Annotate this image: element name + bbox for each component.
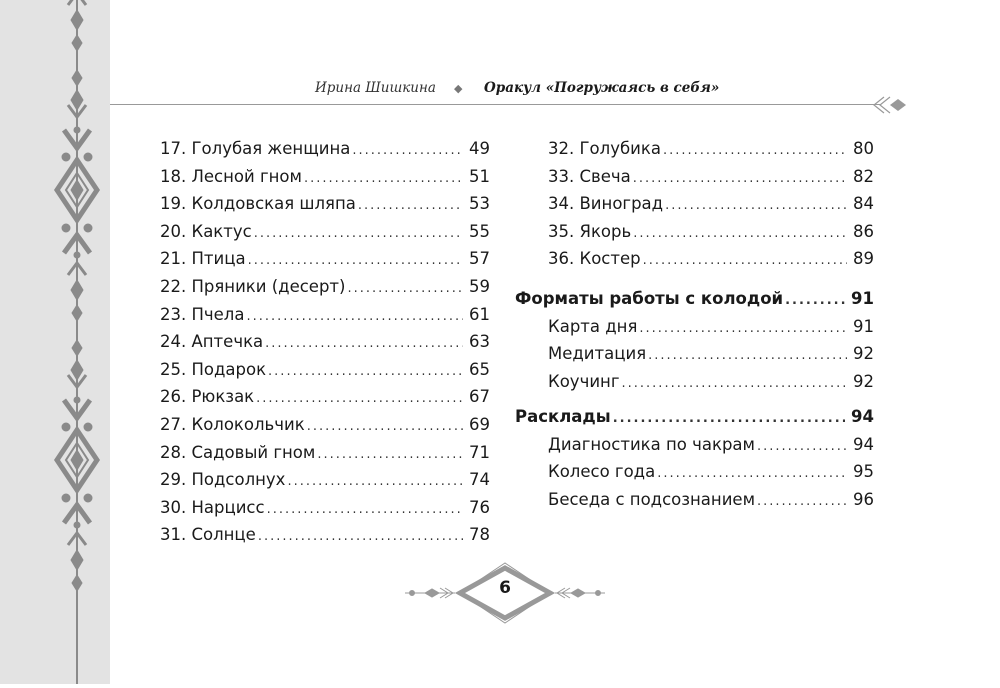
toc-entry-label: 34. Виноград — [548, 194, 664, 213]
dot-leader — [254, 220, 463, 248]
toc-entry-page: 67 — [469, 387, 490, 407]
toc-entry — [548, 486, 874, 516]
dot-leader — [622, 370, 847, 398]
toc-entry-label: Расклады — [515, 407, 611, 426]
ornament-icon — [0, 0, 110, 684]
toc-entry-label: 22. Пряники (десерт) — [160, 277, 346, 296]
toc-entry-label: 33. Свеча — [548, 166, 631, 186]
toc-entry — [160, 356, 490, 386]
toc-entry-label: Коучинг — [548, 371, 620, 391]
dot-leader — [665, 192, 847, 220]
toc-entry-label: 32. Голубика — [548, 139, 661, 158]
toc-entry — [548, 368, 874, 398]
toc-entry — [548, 163, 874, 193]
toc-entry-page: 55 — [469, 221, 490, 241]
dot-leader — [248, 247, 463, 275]
toc-entry — [160, 328, 490, 358]
toc-entry-label: 26. Рюкзак — [160, 387, 255, 407]
toc-entry — [548, 245, 874, 275]
toc-entry-page: 91 — [853, 316, 874, 336]
dot-leader — [613, 405, 845, 433]
toc-entry-page: 84 — [853, 194, 874, 213]
toc-entry-label: 24. Аптечка — [160, 332, 264, 352]
toc-entry-page: 76 — [469, 497, 490, 517]
dot-leader — [265, 330, 463, 358]
toc-entry-label: 20. Кактус — [160, 221, 252, 241]
toc-entry — [160, 190, 490, 220]
toc-entry-page: 95 — [853, 462, 874, 481]
toc-entry — [548, 313, 874, 343]
toc-entry-label: Карта дня — [548, 316, 638, 336]
toc-entry — [160, 273, 490, 303]
toc-entry-label: 17. Голубая женщина — [160, 139, 351, 158]
toc-entry-page: 94 — [853, 434, 874, 454]
toc-entry — [160, 439, 490, 469]
dot-leader — [663, 137, 847, 165]
author-name: Ирина Шишкина — [315, 80, 436, 96]
toc-entry — [160, 521, 490, 551]
toc-entry-page: 61 — [469, 304, 490, 324]
toc-entry-label: 29. Подсолнух — [160, 470, 286, 490]
dot-leader — [268, 358, 463, 386]
diamond-icon: ◆ — [454, 82, 463, 95]
toc-entry-page: 94 — [851, 407, 874, 426]
page-number: 6 — [499, 578, 511, 598]
toc-entry-page: 96 — [853, 489, 874, 509]
toc-entry-page: 53 — [469, 194, 490, 214]
running-header — [0, 78, 1000, 98]
toc-entry-label: 23. Пчела — [160, 304, 245, 324]
toc-entry-label: 19. Колдовская шляпа — [160, 194, 356, 214]
dot-leader — [633, 165, 847, 193]
toc-entry-page: 91 — [851, 289, 874, 308]
toc-entry-page: 82 — [853, 166, 874, 186]
arrow-ornament-icon — [870, 94, 912, 116]
toc-entry-label: 27. Колокольчик — [160, 415, 305, 434]
toc-entry — [548, 458, 874, 488]
toc-entry-page: 71 — [469, 442, 490, 462]
dot-leader — [267, 496, 463, 524]
toc-entry-label: 30. Нарцисс — [160, 497, 265, 517]
toc-entry — [160, 245, 490, 275]
dot-leader — [648, 342, 847, 370]
toc-entry-label: 21. Птица — [160, 249, 246, 269]
toc-entry — [548, 340, 874, 370]
dot-leader — [352, 137, 463, 165]
toc-entry-page: 51 — [469, 166, 490, 186]
dot-leader — [258, 523, 463, 551]
toc-entry — [160, 383, 490, 413]
toc-entry — [160, 135, 490, 165]
toc-entry-page: 92 — [853, 371, 874, 391]
dot-leader — [317, 441, 463, 469]
toc-entry-label: Диагностика по чакрам — [548, 434, 755, 454]
toc-entry-page: 80 — [853, 139, 874, 158]
dot-leader — [358, 192, 463, 220]
toc-entry-label: Медитация — [548, 344, 647, 363]
toc-entry — [160, 494, 490, 524]
dot-leader — [347, 275, 463, 303]
toc-entry — [160, 411, 490, 441]
toc-entry-label: 28. Садовый гном — [160, 442, 316, 462]
dot-leader — [287, 468, 463, 496]
toc-entry-page: 86 — [853, 221, 874, 241]
ornament-strip — [0, 0, 110, 684]
dot-leader — [304, 165, 463, 193]
toc-entry-label: 36. Костер — [548, 249, 641, 268]
toc-entry — [548, 431, 874, 461]
toc-entry-label: 35. Якорь — [548, 221, 632, 241]
toc-entry — [160, 466, 490, 496]
toc-entry-label: Беседа с подсознанием — [548, 489, 756, 509]
toc-entry-page: 59 — [469, 277, 490, 296]
toc-entry-label: 31. Солнце — [160, 525, 256, 545]
toc-entry-page: 89 — [853, 249, 874, 268]
toc-entry — [160, 163, 490, 193]
toc-entry-page: 78 — [469, 525, 490, 545]
toc-entry-page: 92 — [853, 344, 874, 363]
toc-entry-page: 57 — [469, 249, 490, 269]
dot-leader — [633, 220, 847, 248]
toc-entry-label: 25. Подарок — [160, 359, 267, 379]
dot-leader — [246, 303, 463, 331]
toc-entry-label: Колесо года — [548, 462, 656, 481]
toc-entry-page: 69 — [469, 415, 490, 434]
toc-entry-label: Форматы работы с колодой — [515, 289, 784, 308]
dot-leader — [256, 385, 463, 413]
toc-entry-page: 74 — [469, 470, 490, 490]
book-title: Оракул «Погружаясь в себя» — [484, 80, 720, 96]
toc-entry-page: 49 — [469, 139, 490, 158]
toc-entry-page: 65 — [469, 359, 490, 379]
dot-leader — [785, 287, 845, 315]
toc-entry — [548, 218, 874, 248]
dot-leader — [639, 315, 847, 343]
dot-leader — [307, 413, 463, 441]
dot-leader — [757, 433, 847, 461]
toc-entry — [160, 218, 490, 248]
toc-entry-label: 18. Лесной гном — [160, 166, 302, 186]
toc-entry — [160, 301, 490, 331]
toc-section-heading — [515, 285, 874, 315]
toc-entry — [548, 135, 874, 165]
dot-leader — [757, 488, 847, 516]
toc-entry-page: 63 — [469, 332, 490, 352]
dot-leader — [643, 247, 847, 275]
header-rule — [110, 104, 880, 105]
toc-entry — [548, 190, 874, 220]
toc-section-heading — [515, 403, 874, 433]
dot-leader — [657, 460, 847, 488]
